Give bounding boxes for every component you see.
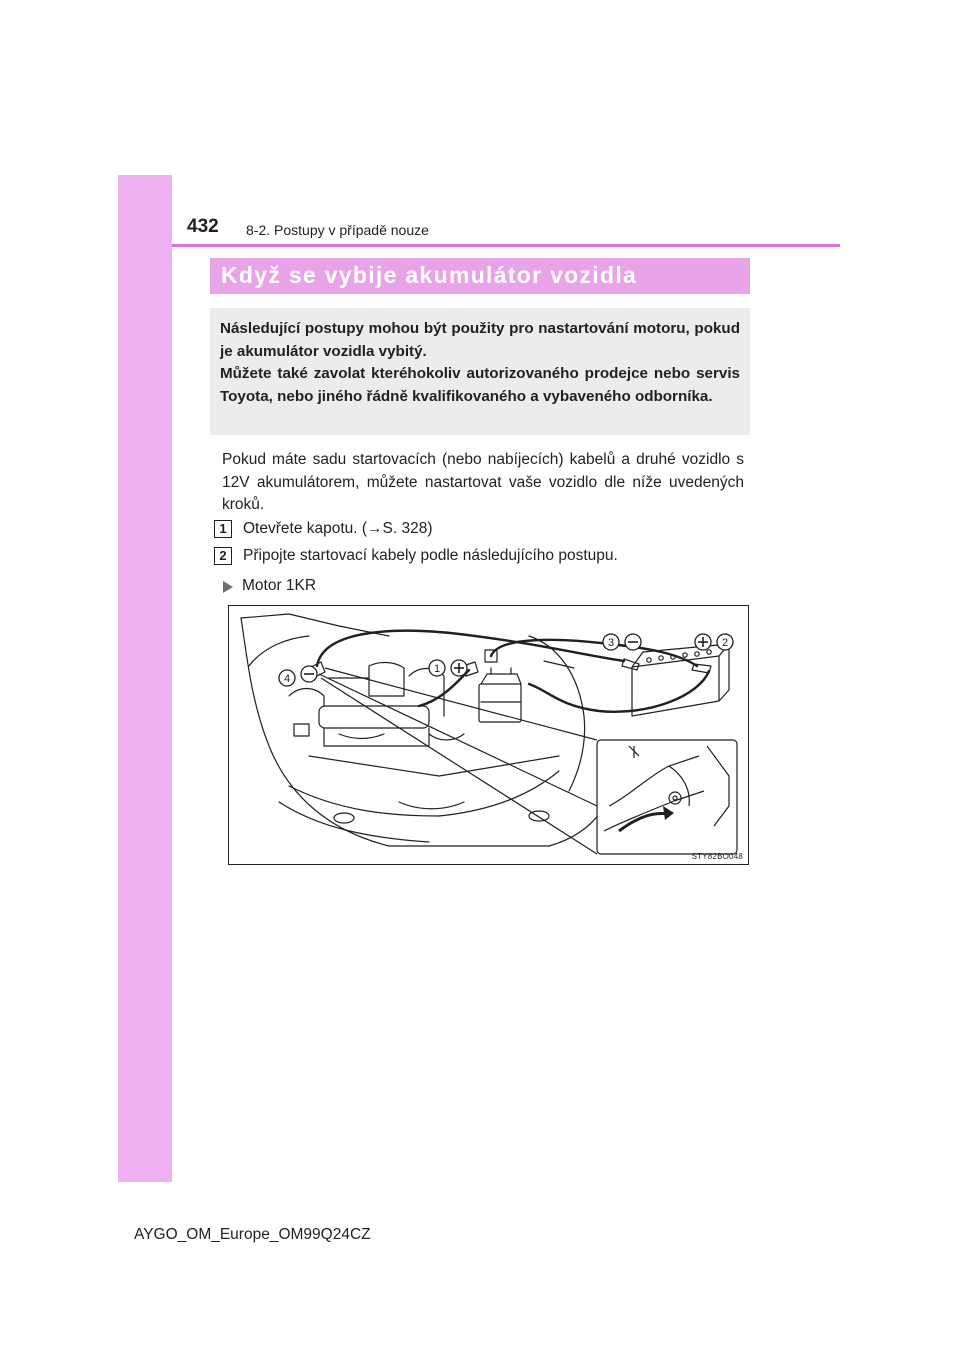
title-bar <box>210 258 750 294</box>
step-1 <box>214 519 754 541</box>
header-rule <box>172 244 840 247</box>
step-number-box: 1 <box>214 520 232 538</box>
callout-4-label: 4 <box>283 673 291 685</box>
intro-paragraph: Následující postupy mohou být použity pro nastartování motoru, pokud je akumulátor vozidla vybitý. <box>220 320 740 360</box>
callout-2-label: 2 <box>721 637 729 649</box>
section-label: 8-2. Postupy v případě nouze <box>246 222 429 238</box>
step-text: Otevřete kapotu. (→S. 328) <box>243 520 433 537</box>
page-number: 432 <box>187 216 219 237</box>
body-paragraph: Pokud máte sadu startovacích (nebo nabíjecích) kabelů a druhé vozidlo s 12V akumulátorem, můžete nastartovat vaše vozidlo dle níže uvedených kroků. <box>222 451 744 513</box>
chapter-sidebar-tab <box>118 175 172 1182</box>
intro-box <box>210 308 750 435</box>
intro-paragraph: Můžete také zavolat kteréhokoliv autorizovaného prodejce nebo servis Toyota, nebo jiného řádně kvalifikovaného a vybaveného odborníka. <box>220 365 740 405</box>
engine-variant-label: Motor 1KR <box>242 577 317 594</box>
page-title: Když se vybije akumulátor vozidla <box>221 262 638 288</box>
triangle-bullet-icon <box>222 581 234 593</box>
step-number-box: 2 <box>214 547 232 565</box>
jump-start-illustration <box>228 605 749 865</box>
callout-3-label: 3 <box>607 637 615 649</box>
callout-1-label: 1 <box>433 663 441 675</box>
step-2 <box>214 546 754 568</box>
figure-code: STY82BO048 <box>691 852 743 861</box>
engine-bay-drawing <box>229 606 749 865</box>
step-text: Připojte startovací kabely podle následujícího postupu. <box>243 547 618 564</box>
footer-document-id: AYGO_OM_Europe_OM99Q24CZ <box>134 1226 371 1243</box>
